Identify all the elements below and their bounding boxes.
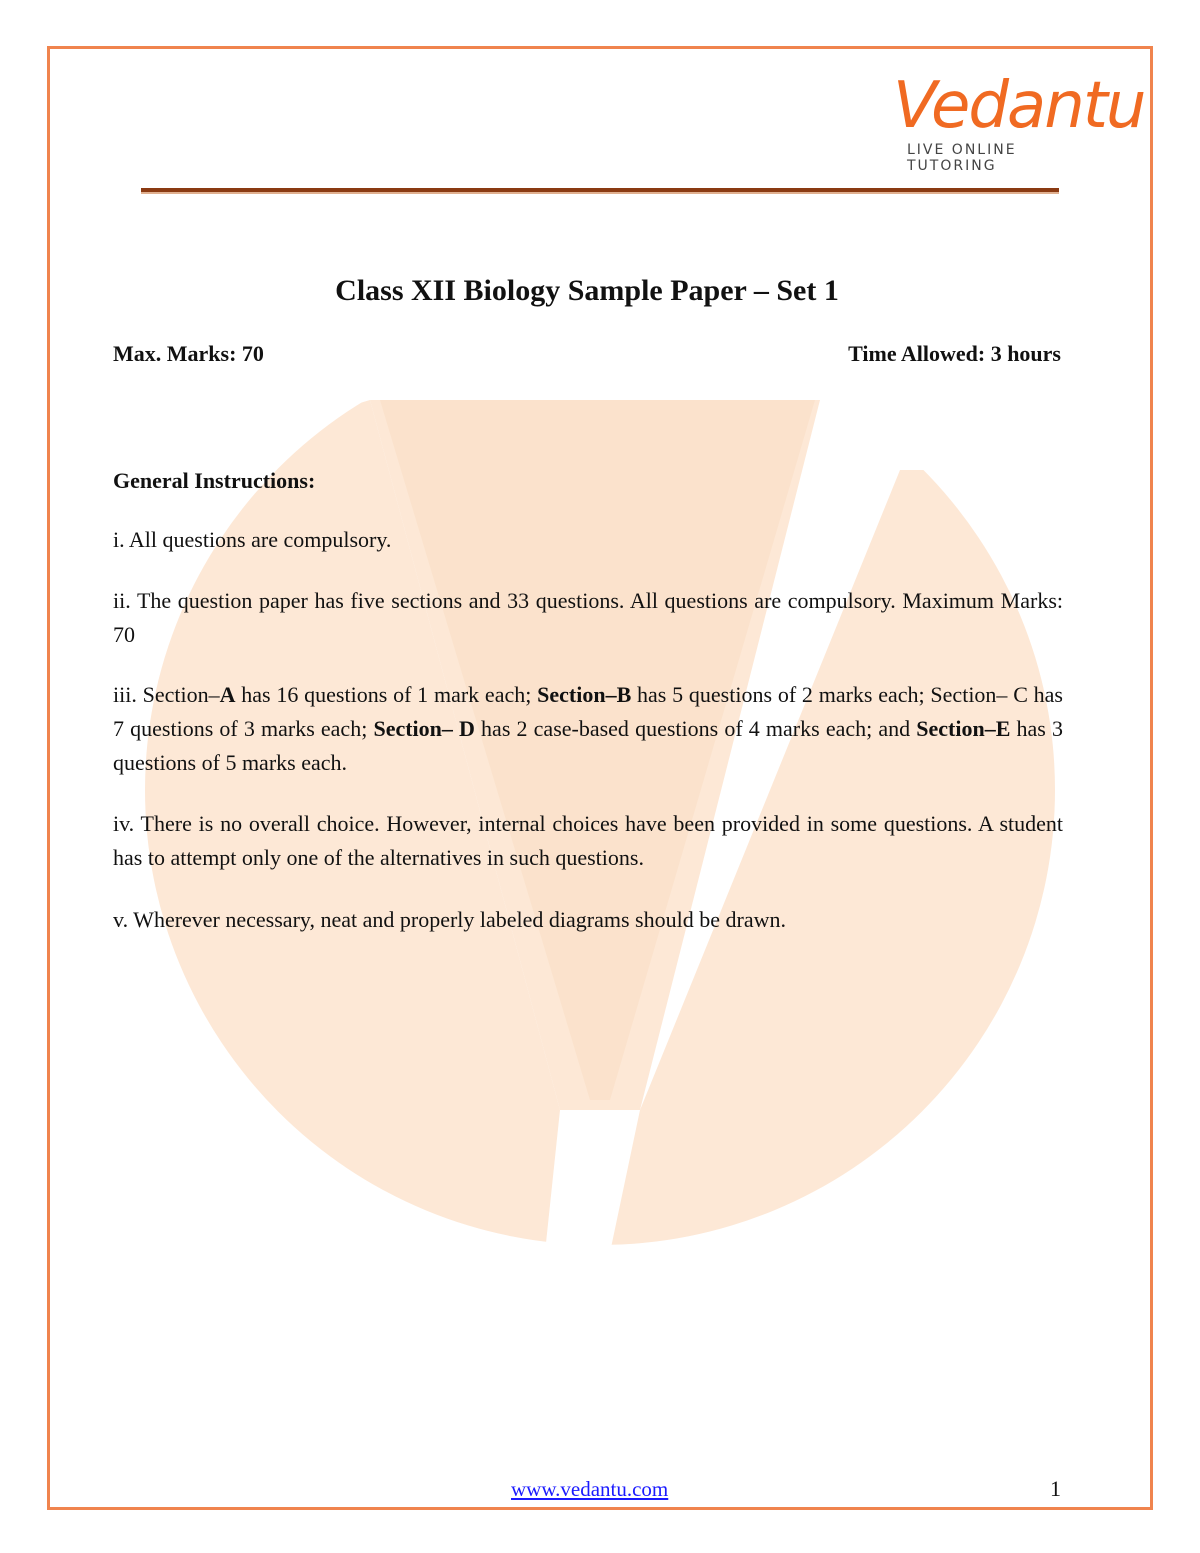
text: has 2 case-based questions of 4 marks each; and [474, 716, 917, 741]
logo-word: Vedantu [893, 69, 1145, 143]
instruction-iii [113, 678, 1063, 780]
header-rule [141, 188, 1059, 194]
instruction-i: i. All questions are compulsory. [113, 527, 392, 552]
instruction-ii: ii. The question paper has five sections and 33 questions. All questions are compulsory. Maximum Marks: 70 [113, 588, 1063, 647]
max-marks: Max. Marks: 70 [113, 341, 264, 366]
instructions-heading: General Instructions: [113, 468, 316, 493]
instruction-v: v. Wherever necessary, neat and properly labeled diagrams should be drawn. [113, 907, 786, 932]
logo-tagline: LIVE ONLINE TUTORING [907, 142, 1017, 174]
vedantu-website-link[interactable]: www.vedantu.com [511, 1477, 669, 1501]
page-number: 1 [1050, 1476, 1061, 1501]
bold-text: A [219, 682, 236, 707]
instruction-iv: iv. There is no overall choice. However, internal choices have been provided in some questions. A student has to attempt only one of the alternatives in such questions. [113, 811, 1063, 870]
text: iii. Section– [113, 682, 220, 707]
bold-text: Section–B [537, 682, 632, 707]
page-title: Class XII Biology Sample Paper – Set 1 [335, 274, 839, 307]
text: has 5 questions of 2 marks each; Section– C has 7 questions of 3 marks each; [113, 682, 1063, 741]
bold-text: Section–E [916, 716, 1011, 741]
time-allowed: Time Allowed: 3 hours [848, 341, 1061, 366]
vedantu-logo [893, 69, 1145, 174]
bold-text: Section– D [373, 716, 475, 741]
text: has 3 questions of 5 marks each. [113, 716, 1064, 775]
text: has 16 questions of 1 mark each; [235, 682, 538, 707]
